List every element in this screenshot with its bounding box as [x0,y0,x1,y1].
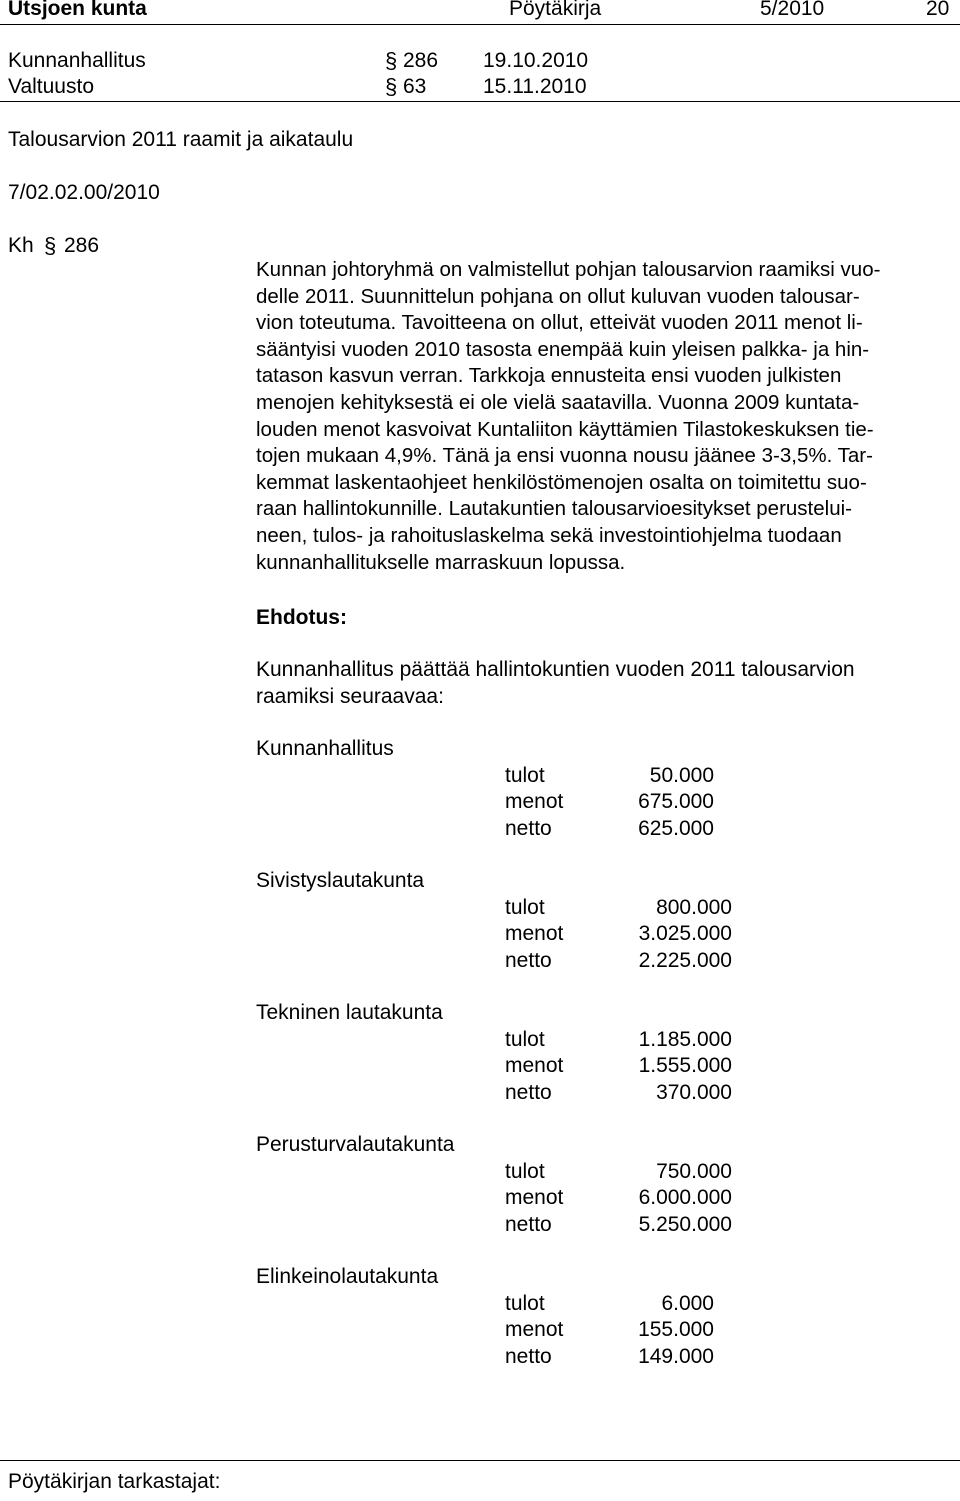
budget-name: Sivistyslautakunta [256,869,425,892]
budget-row-value: 149.000 [638,1345,714,1368]
meeting-section: 286 [403,49,439,72]
meeting-section: 63 [403,75,427,98]
reviewers-label: Pöytäkirjan tarkastajat: [8,1470,221,1493]
body-line: tatason kasvun verran. Tarkkoja ennusteita ensi vuoden julkisten [256,364,842,388]
budget-row-value: 625.000 [638,817,714,840]
budget-row-label: menot [505,1054,564,1077]
body-line: vion toteutuma. Tavoitteena on ollut, etteivät vuoden 2011 menot li- [256,311,863,335]
body-line: sääntyisi vuoden 2010 tasosta enempää kuin yleisen palkka- ja hin- [256,337,870,361]
budget-name: Perusturvalautakunta [256,1133,455,1156]
budget-row-value: 5.250.000 [638,1213,732,1236]
budget-row-value: 750.000 [656,1160,732,1183]
subject-title: Talousarvion 2011 raamit ja aikataulu [8,128,354,151]
body-line: delle 2011. Suunnittelun pohjana on ollut kuluvan vuoden talousar- [256,284,860,308]
body-line: raan hallintokunnille. Lautakuntien talousarvioesitykset perustelui- [256,497,852,521]
body-line: menojen kehityksestä ei ole vielä saatavilla. Vuonna 2009 kuntata- [256,390,860,414]
budget-row-label: menot [505,922,564,945]
header-divider [0,24,960,25]
kh-number: 286 [64,234,100,257]
meeting-body: Valtuusto [8,75,94,98]
section-sign-icon: § [385,74,398,99]
organization-name: Utsjoen kunta [8,0,147,20]
proposal-heading: Ehdotus: [256,606,347,629]
meeting-date: 19.10.2010 [483,49,589,72]
budget-row-value: 800.000 [656,896,732,919]
budget-row-value: 3.025.000 [638,922,732,945]
budget-row-value: 6.000.000 [638,1186,732,1209]
kh-prefix: Kh [8,234,34,257]
meetings-divider [0,101,960,102]
budget-row-label: netto [505,1345,552,1368]
budget-row-value: 6.000 [661,1292,714,1315]
budget-name: Tekninen lautakunta [256,1001,443,1024]
page-number: 20 [926,0,950,20]
document-type: Pöytäkirja [509,0,602,20]
body-line: Kunnan johtoryhmä on valmistellut pohjan talousarvion raamiksi vuo- [256,258,881,281]
budget-name: Kunnanhallitus [256,737,394,760]
meeting-body: Kunnanhallitus [8,49,146,72]
body-line: neen, tulos- ja rahoituslaskelma sekä investointiohjelma tuodaan [256,523,842,547]
budget-row-label: netto [505,949,552,972]
body-line: louden menot kasvoivat Kuntaliiton käyttämien Tilastokeskuksen tie- [256,417,874,441]
budget-name: Elinkeinolautakunta [256,1265,439,1288]
budget-row-label: netto [505,1213,552,1236]
meeting-date: 15.11.2010 [483,75,587,98]
budget-row-label: netto [505,817,552,840]
proposal-intro-line: raamiksi seuraavaa: [256,685,444,708]
budget-row-label: netto [505,1081,552,1104]
page-header [0,0,960,24]
budget-row-label: tulot [505,1160,545,1183]
budget-row-value: 1.185.000 [638,1028,732,1051]
section-sign-icon: § [44,233,57,258]
budget-row-value: 1.555.000 [638,1054,732,1077]
preparation-text [256,257,956,576]
budget-row-label: menot [505,1318,564,1341]
budget-row-value: 50.000 [649,764,714,787]
budget-row-label: menot [505,1186,564,1209]
budget-row-label: tulot [505,764,545,787]
budget-row-value: 155.000 [638,1318,714,1341]
body-line: kemmat laskentaohjeet henkilöstömenojen osalta on toimitettu suo- [256,470,867,494]
budget-row-label: tulot [505,1292,545,1315]
body-line: kunnanhallitukselle marraskuun lopussa. [256,550,626,574]
budget-row-value: 675.000 [638,790,714,813]
footer-divider [0,1460,960,1461]
budget-row-label: menot [505,790,564,813]
proposal-intro-line: Kunnanhallitus päättää hallintokuntien vuoden 2011 talousarvion [256,658,855,681]
budget-row-value: 370.000 [656,1081,732,1104]
section-sign-icon: § [385,48,398,73]
diary-number: 7/02.02.00/2010 [8,181,160,204]
body-line: tojen mukaan 4,9%. Tänä ja ensi vuonna nousu jäänee 3-3,5%. Tar- [256,444,873,468]
budget-row-value: 2.225.000 [638,949,732,972]
budget-row-label: tulot [505,1028,545,1051]
document-number: 5/2010 [760,0,825,20]
budget-row-label: tulot [505,896,545,919]
